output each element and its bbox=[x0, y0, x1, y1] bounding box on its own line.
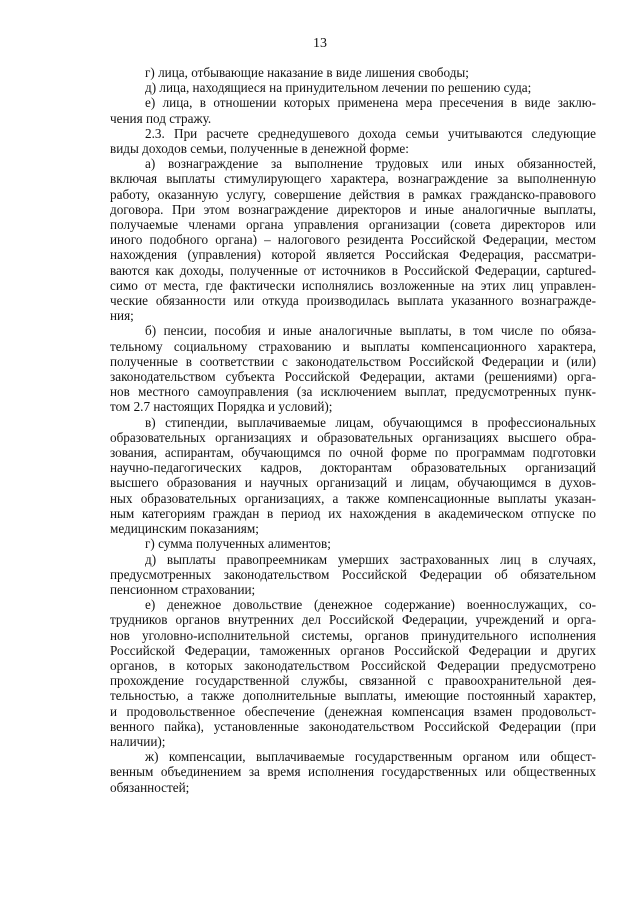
paragraph-e-custody bbox=[110, 95, 596, 125]
paragraph-v-stipends bbox=[110, 415, 596, 537]
text-line: ния; bbox=[110, 308, 134, 324]
text-line: д) выплаты правопреемникам умерших застрахованных лиц в случаях, bbox=[145, 551, 596, 567]
text-line: том 2.7 настоящих Порядка и условий); bbox=[110, 399, 333, 415]
text-line: обязанностей; bbox=[110, 779, 190, 795]
text-line: г) сумма полученных алиментов; bbox=[145, 536, 331, 552]
text-line: чения под стражу. bbox=[110, 110, 212, 126]
paragraph-d-compulsory bbox=[110, 80, 596, 95]
text-line: венного пайка), установленные законодательством Российской Федерации (при bbox=[110, 718, 596, 734]
text-line: в) стипендии, выплачиваемые лицам, обучающимся в профессиональных bbox=[145, 414, 596, 430]
text-line: венным объединением за время исполнения государственных или общественных bbox=[110, 764, 596, 780]
paragraph-zh-compensation bbox=[110, 749, 596, 795]
text-line: тельному социальному страхованию и выплаты компенсационного характера, bbox=[110, 338, 596, 354]
text-line: а) вознаграждение за выполнение трудовых или иных обязанностей, bbox=[145, 156, 596, 172]
text-line: ных образовательных организациях, а также компенсационные выплаты указан- bbox=[110, 490, 596, 506]
paragraph-g-alimony bbox=[110, 536, 596, 551]
text-line: симо от места, где фактически исполнялись возложенные на этих лиц управлен- bbox=[110, 277, 596, 293]
text-line: иного подобного органа) – налогового резидента Российской Федерации, местом bbox=[110, 232, 596, 248]
text-line: пенсионном страховании; bbox=[110, 581, 256, 597]
text-line: медицинским показаниям; bbox=[110, 521, 259, 537]
text-line: 2.3. При расчете среднедушевого дохода семьи учитываются следующие bbox=[145, 125, 596, 141]
text-line: нов уголовно-исполнительной системы, органов принудительного исполнения bbox=[110, 627, 596, 643]
page-number: 13 bbox=[313, 36, 327, 51]
text-line: и продовольственное обеспечение (денежная компенсация взамен продовольст- bbox=[110, 703, 596, 719]
text-line: е) лица, в отношении которых применена мера пресечения в виде заклю- bbox=[145, 95, 596, 111]
text-line: е) денежное довольствие (денежное содержание) военнослужащих, со- bbox=[145, 597, 596, 613]
paragraph-g-freedom bbox=[110, 65, 596, 80]
text-line: договора. При этом вознаграждение директоров и иные аналогичные выплаты, bbox=[110, 201, 596, 217]
text-line: ж) компенсации, выплачиваемые государственным органом или общест- bbox=[145, 749, 596, 765]
text-line: включая выплаты стимулирующего характера, вознаграждение за выполненную bbox=[110, 171, 596, 187]
text-line: прохождение государственной службы, связанной с правоохранительной дея- bbox=[110, 673, 596, 689]
text-line: зования, аспирантам, обучающимся по очной форме по программам подготовки bbox=[110, 445, 596, 461]
paragraph-b-pensions bbox=[110, 323, 596, 414]
body-text bbox=[110, 65, 596, 795]
text-line: нахождения (управления) которой является Российская Федерация, рассматри- bbox=[110, 247, 596, 263]
text-line: д) лица, находящиеся на принудительном лечении по решению суда; bbox=[145, 80, 532, 96]
text-line: виды доходов семьи, полученные в денежной форме: bbox=[110, 141, 409, 157]
text-line: Российской Федерации, таможенных органов Российской Федерации и других bbox=[110, 642, 596, 658]
text-line: законодательством субъекта Российской Федерации, актами (решениями) орга- bbox=[110, 369, 596, 385]
text-line: нов местного самоуправления (за исключением выплат, предусмотренных пунк- bbox=[110, 384, 596, 400]
paragraph-a-remuneration bbox=[110, 156, 596, 323]
text-line: получаемые членами органа управления организации (совета директоров или bbox=[110, 217, 596, 233]
text-line: образовательных организациях и образовательных организациях высшего обра- bbox=[110, 429, 596, 445]
text-line: ным категориям граждан в период их нахождения в академическом отпуске по bbox=[110, 505, 596, 521]
text-line: высшего образования и научных организаций и лицам, обучающимся в духов- bbox=[110, 475, 596, 491]
paragraph-2-3 bbox=[110, 126, 596, 156]
paragraph-e-allowance bbox=[110, 597, 596, 749]
paragraph-d-successors bbox=[110, 552, 596, 598]
text-line: полученные в соответствии с законодательством Российской Федерации и (или) bbox=[110, 353, 596, 369]
text-line: тельностью, а также дополнительные выплаты, имеющие постоянный характер, bbox=[110, 688, 596, 704]
text-line: научно-педагогических кадров, докторантам образовательных организаций bbox=[110, 460, 596, 476]
text-line: ваются как доходы, полученные от источников в Российской Федерации, captured- bbox=[110, 262, 596, 278]
text-line: работу, оказанную услугу, совершение действия в рамках гражданско-правового bbox=[110, 186, 596, 202]
text-line: органов, в которых законодательством Российской Федерации предусмотрено bbox=[110, 657, 596, 673]
text-line: предусмотренных законодательством Российской Федерации об обязательном bbox=[110, 566, 596, 582]
text-line: г) лица, отбывающие наказание в виде лишения свободы; bbox=[145, 65, 469, 80]
text-line: трудников органов внутренних дел Российской Федерации, учреждений и орга- bbox=[110, 612, 596, 628]
text-line: б) пенсии, пособия и иные аналогичные выплаты, в том числе по обяза- bbox=[145, 323, 596, 339]
text-line: ческие обязанности или откуда производилась выплата указанного вознагражде- bbox=[110, 293, 596, 309]
text-line: наличии); bbox=[110, 733, 166, 749]
